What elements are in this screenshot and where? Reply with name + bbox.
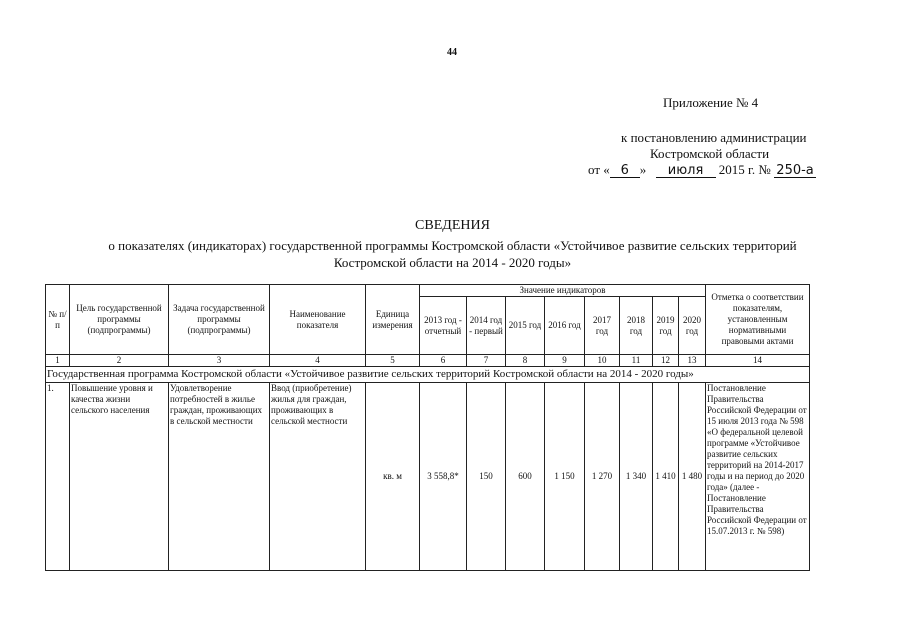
page-number: 44 [447, 47, 457, 58]
header-indicator: Наименование показателя [270, 285, 366, 355]
header-2018: 2018 год [620, 297, 653, 355]
header-unit: Единица измерения [366, 285, 420, 355]
row-task: Удовлетворение потребностей в жилье граждан, проживающих в сельской местности [169, 383, 270, 571]
row-value-2016: 1 150 [545, 383, 585, 571]
row-goal: Повышение уровня и качества жизни сельского населения [70, 383, 169, 571]
appendix-title: Приложение № 4 [663, 95, 759, 110]
date-mid: » [639, 162, 647, 177]
header-2019: 2019 год [653, 297, 679, 355]
table-row [46, 383, 810, 571]
col-number: 6 [420, 355, 467, 367]
header-values-group: Значение индикаторов [420, 285, 706, 297]
doc-title: СВЕДЕНИЯ [415, 218, 490, 233]
col-number: 10 [585, 355, 620, 367]
col-number: 1 [46, 355, 70, 367]
appendix-ref-line2: Костромской области [650, 146, 770, 161]
row-value-2020: 1 480 [679, 383, 706, 571]
col-number: 8 [506, 355, 545, 367]
decree-number: 250-а [774, 165, 816, 178]
date-prefix: от « [588, 162, 610, 177]
col-number: 2 [70, 355, 169, 367]
header-2017: 2017 год [585, 297, 620, 355]
row-value-2018: 1 340 [620, 383, 653, 571]
row-value-2013: 3 558,8* [420, 383, 467, 571]
program-title-row: Государственная программа Костромской области «Устойчивое развитие сельских территорий Костромской области на 2014 - 2020 годы» [46, 367, 810, 383]
row-value-2015: 600 [506, 383, 545, 571]
header-num: № п/п [46, 285, 70, 355]
col-number: 11 [620, 355, 653, 367]
header-note: Отметка о соответствии показателям, установленным нормативными правовыми актами [706, 285, 810, 355]
date-year: 2015 г. № [718, 162, 771, 177]
date-month: июля [656, 165, 716, 178]
col-number: 5 [366, 355, 420, 367]
row-value-2019: 1 410 [653, 383, 679, 571]
col-number: 7 [467, 355, 506, 367]
date-day: 6 [610, 165, 640, 178]
col-number: 12 [653, 355, 679, 367]
header-2016: 2016 год [545, 297, 585, 355]
header-goal: Цель государственной программы (подпрограммы) [70, 285, 169, 355]
col-number: 14 [706, 355, 810, 367]
col-number: 13 [679, 355, 706, 367]
col-number: 9 [545, 355, 585, 367]
indicators-table [45, 284, 810, 571]
appendix-ref-line1: к постановлению администрации [621, 130, 807, 145]
row-value-2014: 150 [467, 383, 506, 571]
row-indicator: Ввод (приобретение) жилья для граждан, проживающих в сельской местности [270, 383, 366, 571]
col-number: 3 [169, 355, 270, 367]
col-number: 4 [270, 355, 366, 367]
header-2020: 2020 год [679, 297, 706, 355]
doc-subtitle-line2: Костромской области на 2014 - 2020 годы» [333, 255, 572, 270]
header-2015: 2015 год [506, 297, 545, 355]
row-value-2017: 1 270 [585, 383, 620, 571]
doc-subtitle-line1: о показателях (индикаторах) государственной программы Костромской области «Устойчивое развитие сельских территорий [108, 238, 797, 253]
row-unit: кв. м [366, 383, 420, 571]
header-task: Задача государственной программы (подпрограммы) [169, 285, 270, 355]
row-note: Постановление Правительства Российской Федерации от 15 июля 2013 года № 598 «О федеральной целевой программе «Устойчивое развитие сельских территорий на 2014-2017 годы и на период до 2020 года» (далее - Постановление Правительства Российской Федерации от 15.07.2013 г. № 598) [706, 383, 810, 571]
header-2013: 2013 год - отчетный [420, 297, 467, 355]
header-2014: 2014 год - первый [467, 297, 506, 355]
row-num: 1. [46, 383, 70, 571]
appendix-date-line [588, 162, 816, 178]
